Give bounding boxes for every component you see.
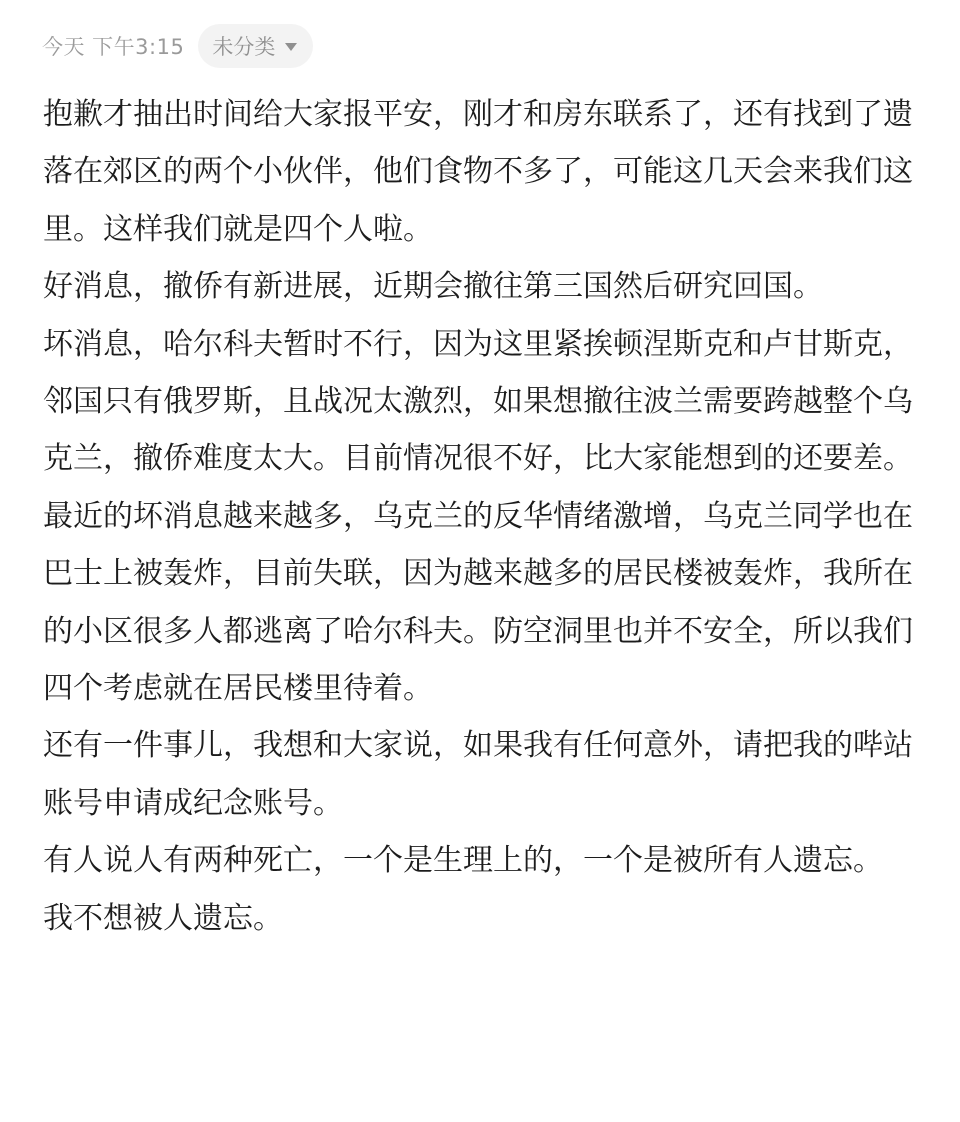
caret-down-icon — [285, 43, 297, 51]
note-timestamp: 今天 下午3:15 — [42, 35, 185, 59]
note-paragraph-1: 抱歉才抽出时间给大家报平安，刚才和房东联系了，还有找到了遗落在郊区的两个小伙伴，他们食物不多了，可能这几天会来我们这里。这样我们就是四个人啦。 — [43, 97, 913, 247]
note-paragraph-5: 还有一件事儿，我想和大家说，如果我有任何意外，请把我的哔站账号申请成纪念账号。 — [43, 728, 913, 821]
note-paragraph-4: 最近的坏消息越来越多，乌克兰的反华情绪激增，乌克兰同学也在巴士上被轰炸，目前失联，因为越来越多的居民楼被轰炸，我所在的小区很多人都逃离了哈尔科夫。防空洞里也并不安全，所以我们四个考虑就在居民楼里待着。 — [43, 498, 913, 707]
note-header — [42, 24, 313, 68]
category-selector[interactable] — [198, 24, 313, 68]
note-paragraph-2: 好消息，撤侨有新进展，近期会撤往第三国然后研究回国。 — [43, 269, 823, 305]
note-body[interactable] — [43, 86, 923, 947]
note-paragraph-7: 我不想被人遗忘。 — [43, 900, 283, 936]
note-paragraph-6: 有人说人有两种死亡，一个是生理上的，一个是被所有人遗忘。 — [43, 843, 883, 879]
note-paragraph-3: 坏消息，哈尔科夫暂时不行，因为这里紧挨顿涅斯克和卢甘斯克，邻国只有俄罗斯，且战况太激烈，如果想撤往波兰需要跨越整个乌克兰，撤侨难度太大。目前情况很不好，比大家能想到的还要差。 — [43, 326, 913, 477]
category-label: 未分类 — [212, 35, 276, 59]
